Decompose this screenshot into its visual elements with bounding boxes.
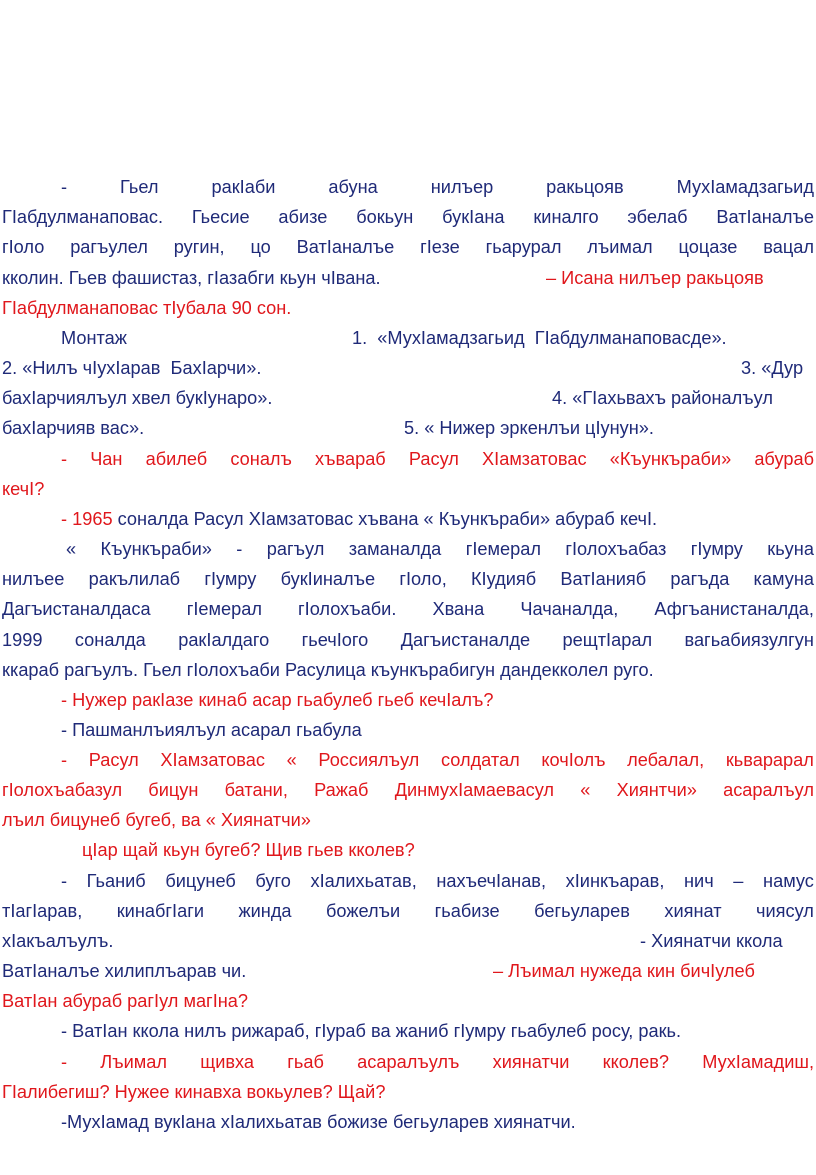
word: батани, — [224, 780, 288, 800]
word: гIезе — [420, 237, 460, 257]
word: Ражаб — [314, 780, 369, 800]
word: бицунеб — [165, 871, 236, 891]
word: ХIамзатовас — [160, 750, 265, 770]
word: хъвараб — [315, 449, 386, 469]
question-line: ВатIан абураб рагIул магIна? — [2, 991, 249, 1011]
answer-text: соналда Расул ХIамзатовас хъвана « Къункъраби» абураб кечI. — [112, 509, 658, 529]
word: кьварарал — [725, 750, 814, 770]
word: Лъимал — [100, 1052, 167, 1072]
word: кьуна — [767, 539, 814, 559]
word: ракIаби — [211, 177, 276, 197]
word: Хвана — [432, 599, 485, 619]
word: рагъда — [670, 569, 730, 589]
text-line: кколин. Гьев фашистаз, гIазабги кьун чIвана. — [2, 268, 381, 288]
word: соналъ — [230, 449, 292, 469]
text-line — [66, 534, 814, 564]
word: Расул — [88, 750, 139, 770]
word: намус — [763, 871, 814, 891]
text-line — [2, 625, 814, 655]
text-line — [2, 594, 814, 624]
word: - — [61, 1052, 68, 1072]
answer-line: - ВатIан ккола нилъ рижараб, гIураб ва жаниб гIумру гьабулеб росу, ракь. — [61, 1021, 682, 1041]
word: - — [61, 871, 68, 891]
word: « — [286, 750, 297, 770]
word: ВатIаналъе — [296, 237, 395, 257]
word: гьабизе — [434, 901, 500, 921]
word: бокьун — [356, 207, 414, 227]
question-segment: – Лъимал нужеда кин бичIулеб — [493, 961, 755, 981]
word: абилеб — [145, 449, 208, 469]
word: жинда — [238, 901, 292, 921]
word: Чан — [90, 449, 123, 469]
answer-line: -МухIамад вукIана хIалихьатав божизе бегьуларев хиянатчи. — [61, 1112, 576, 1132]
word: Афгъанистаналда, — [654, 599, 814, 619]
text-line — [2, 564, 814, 594]
word: асаралъулъ — [357, 1052, 460, 1072]
word: ВатIаналъе — [716, 207, 814, 227]
word: гIоло, — [399, 569, 447, 589]
word: божелъи — [326, 901, 401, 921]
answer-line: ВатIаналъе хилиплъарав чи. — [2, 961, 247, 981]
word: ругин, — [173, 237, 225, 257]
answer-line — [2, 896, 814, 926]
word: эбелаб — [627, 207, 688, 227]
question-line: кечI? — [2, 479, 45, 499]
word: заманалда — [348, 539, 442, 559]
word: солдатал — [440, 750, 520, 770]
word: Дагъистаналдаса — [2, 599, 151, 619]
word: «Къункъраби» — [609, 449, 732, 469]
montage-item: 4. «ГIахьвахъ районалъул — [552, 388, 773, 408]
word: - — [61, 177, 68, 197]
word: гьечIого — [301, 630, 369, 650]
word: « — [580, 780, 591, 800]
word: МухIамадиш, — [702, 1052, 814, 1072]
word: вагьабиязулгун — [684, 630, 814, 650]
word: камуна — [753, 569, 814, 589]
word: гьаб — [287, 1052, 324, 1072]
word: асаралъул — [723, 780, 814, 800]
word: соналда — [74, 630, 146, 650]
word: - — [236, 539, 243, 559]
word: хиянатчи — [492, 1052, 570, 1072]
word: Расул — [408, 449, 459, 469]
word: рещтIарал — [562, 630, 653, 650]
word: – — [733, 871, 744, 891]
answer-line: хIакъалъулъ. — [2, 931, 114, 951]
question-line — [2, 775, 814, 805]
text-line — [2, 232, 814, 262]
montage-item: бахIарчиялъул хвел букIунаро». — [2, 388, 273, 408]
word: гьарурал — [485, 237, 562, 257]
word: бицун — [148, 780, 199, 800]
word: Хиянтчи» — [616, 780, 697, 800]
word: Гьел — [120, 177, 159, 197]
text-line: ккараб рагъулъ. Гьел гIолохъаби Расулица къункърабигун дандекколел руго. — [2, 660, 654, 680]
word: КIудияб — [470, 569, 537, 589]
word: букIиналъе — [280, 569, 376, 589]
word: рагъул — [266, 539, 325, 559]
word: нич — [684, 871, 714, 891]
montage-item: 3. «Дур — [741, 358, 804, 378]
word: МухIамадзагьид — [676, 177, 814, 197]
question-line — [61, 444, 814, 474]
question-line: лъил бицунеб бугеб, ва « Хиянатчи» — [2, 810, 311, 830]
word: буго — [255, 871, 291, 891]
montage-item: 5. « Нижер эркенлъи цIунун». — [404, 418, 654, 438]
word: абуна — [328, 177, 378, 197]
word: « — [66, 539, 77, 559]
word: гIемерал — [186, 599, 262, 619]
word: вацал — [763, 237, 814, 257]
answer-segment: - Хиянатчи ккола — [640, 931, 783, 951]
word: гIолохъабазул — [2, 780, 123, 800]
word: щивха — [200, 1052, 255, 1072]
word: абизе — [278, 207, 328, 227]
word: тIагIарав, — [2, 901, 83, 921]
montage-item: 1. «МухIамадзагьид ГIабдулманаповасде». — [352, 328, 727, 348]
word: нилъер — [430, 177, 494, 197]
answer-line: - Пашманлъиялъул асарал гьабула — [61, 720, 362, 740]
word: гIоло — [2, 237, 45, 257]
montage-item: бахIарчияв вас». — [2, 418, 145, 438]
word: гIемерал — [465, 539, 541, 559]
answer-line — [61, 866, 814, 896]
word: гIумру — [690, 539, 743, 559]
montage-item: 2. «Нилъ чIухIарав БахIарчи». — [2, 358, 262, 378]
word: хIалихьатав, — [310, 871, 417, 891]
question-line: - Нужер ракIазе кинаб асар гьабулеб гьеб кечIалъ? — [61, 690, 494, 710]
question-line — [61, 745, 814, 775]
question-line: ГIалибегиш? Нужее кинавха вокьулев? Щай? — [2, 1082, 386, 1102]
question-line — [61, 1047, 814, 1077]
word: Дагъистаналде — [400, 630, 531, 650]
word: Чачаналда, — [520, 599, 619, 619]
word: лебалал, — [627, 750, 705, 770]
word: рагъулел — [70, 237, 148, 257]
word: лъимал — [587, 237, 653, 257]
question-line: цIар щай кьун бугеб? Щив гьев кколев? — [82, 840, 415, 860]
word: кочIолъ — [541, 750, 606, 770]
word: - — [61, 750, 68, 770]
word: гIолохъаби. — [298, 599, 397, 619]
word: ВатIанияб — [560, 569, 647, 589]
word: ДинмухIамаевасул — [394, 780, 554, 800]
word: нилъее — [2, 569, 65, 589]
word: кколев? — [602, 1052, 670, 1072]
question-segment: – Исана нилъер ракьцояв — [546, 268, 764, 288]
word: хиянат — [664, 901, 722, 921]
word: цо — [250, 237, 271, 257]
word: ракьцояв — [546, 177, 624, 197]
word: кинабгIаги — [116, 901, 204, 921]
text-line — [2, 202, 814, 232]
word: ХIамзатовас — [482, 449, 587, 469]
word: цоцазе — [678, 237, 738, 257]
word: гIолохъабаз — [565, 539, 667, 559]
word: Гьаниб — [86, 871, 146, 891]
word: Къункъраби» — [100, 539, 212, 559]
text-line: ГIабдулманаповас тIубала 90 сон. — [2, 298, 292, 318]
word: Россиялъул — [318, 750, 420, 770]
word: бегьуларев — [534, 901, 630, 921]
word: чиясул — [756, 901, 814, 921]
word: - — [61, 449, 68, 469]
word: гIумру — [204, 569, 257, 589]
word: букIана — [442, 207, 505, 227]
word: абураб — [754, 449, 814, 469]
word: хIинкъарав, — [565, 871, 665, 891]
word: ракълилаб — [88, 569, 181, 589]
word: нахъечIанав, — [436, 871, 547, 891]
word: Гьесие — [191, 207, 250, 227]
word: 1999 — [2, 630, 43, 650]
word: ракIалдаго — [178, 630, 270, 650]
answer-line — [61, 504, 816, 534]
answer-year: - 1965 — [61, 509, 113, 529]
word: киналго — [533, 207, 599, 227]
montage-heading: Монтаж — [61, 328, 127, 348]
word: ГIабдулманаповас. — [2, 207, 163, 227]
text-line — [61, 172, 814, 202]
